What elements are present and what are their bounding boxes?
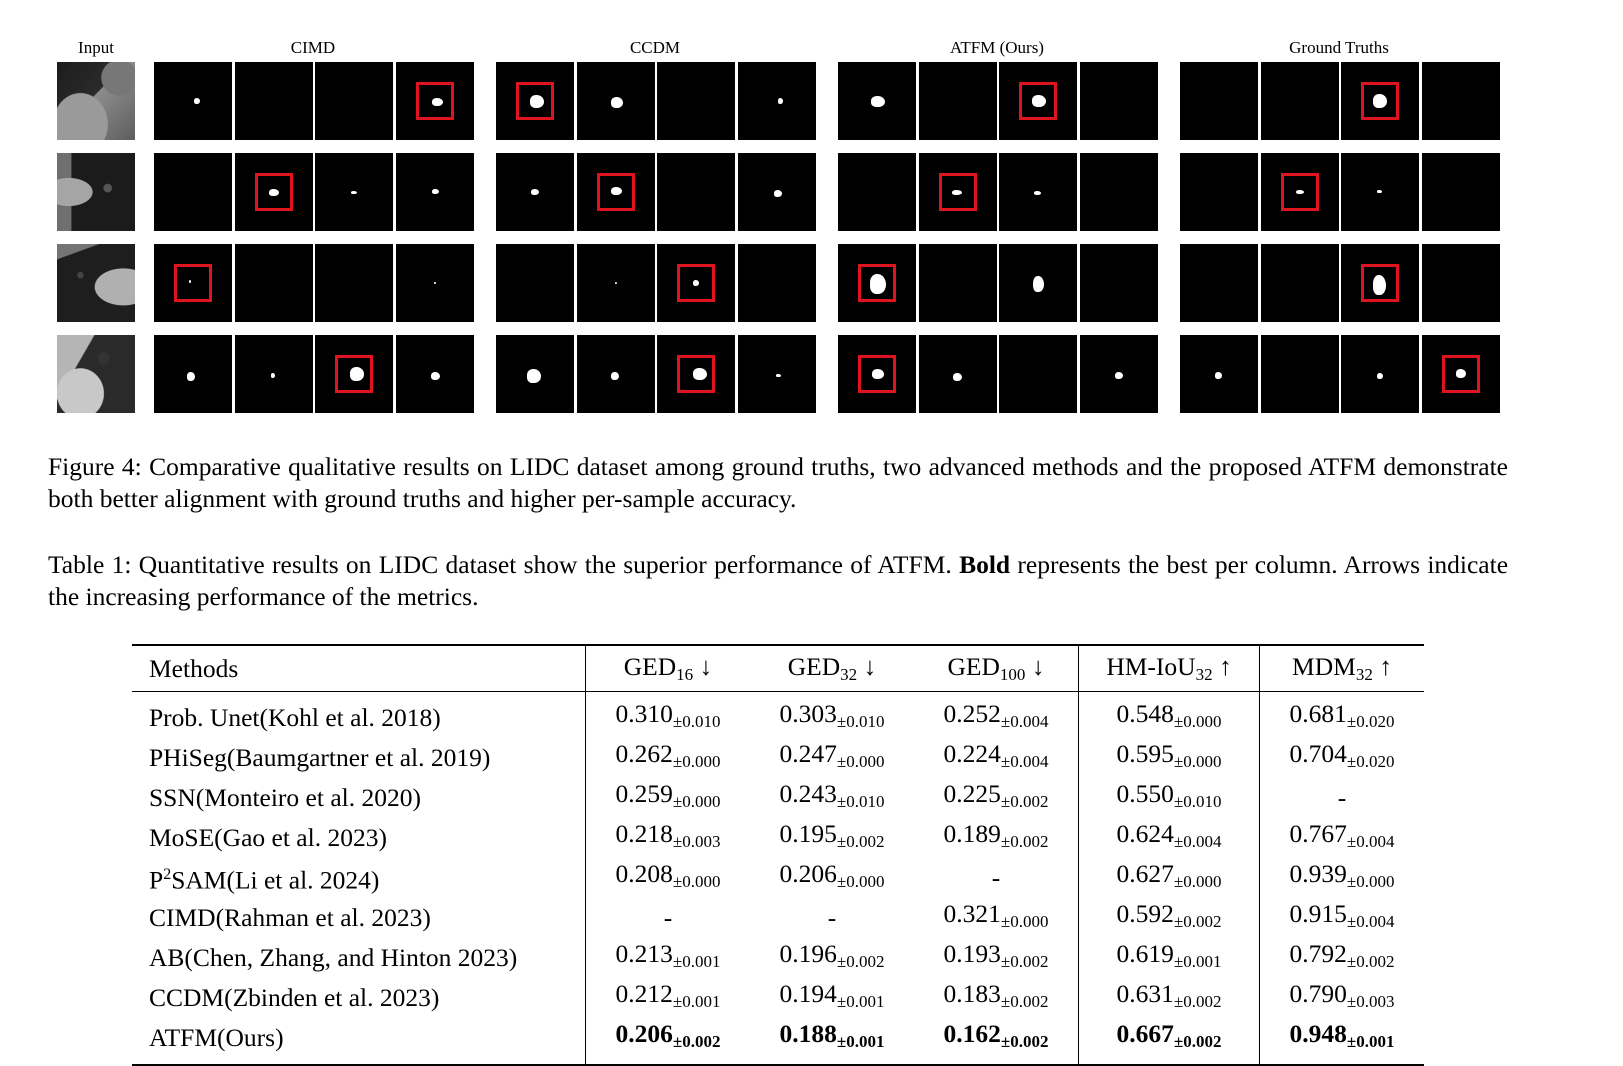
segmentation-mask bbox=[351, 191, 357, 194]
mask-tile bbox=[657, 244, 735, 322]
segmentation-mask bbox=[1034, 191, 1041, 195]
header-ccdm: CCDM bbox=[629, 38, 681, 57]
segmentation-mask bbox=[778, 98, 783, 104]
metric-cell: $0.767_{\pm 0.004}$ bbox=[1289, 819, 1395, 851]
input-ct-image bbox=[57, 244, 135, 322]
input-ct-image bbox=[57, 335, 135, 413]
table-caption-suffix: represents the best per column. Arrows indicate the increasing performance of the metrics. bbox=[48, 550, 1509, 611]
highlight-box bbox=[335, 355, 373, 393]
mask-tile bbox=[1180, 62, 1258, 140]
table-row bbox=[132, 938, 1424, 978]
metric-cell: $0.189_{\pm 0.002}$ bbox=[914, 818, 1079, 858]
metric-cell: $0.259_{\pm 0.000}$ bbox=[615, 779, 721, 811]
mask-tile bbox=[738, 244, 816, 322]
method-name: Prob. Unet(Kohl et al. 2018) bbox=[132, 692, 586, 739]
metric-cell: $0.681_{\pm 0.020}$ bbox=[1289, 699, 1395, 731]
metric-cell: $0.247_{\pm 0.000}$ bbox=[779, 739, 885, 771]
metric-cell: $0.550_{\pm 0.010}$ bbox=[1079, 778, 1260, 818]
header-input: Input bbox=[78, 38, 114, 57]
mask-tile bbox=[919, 153, 997, 231]
mask-tile bbox=[1080, 335, 1158, 413]
mask-tile bbox=[738, 62, 816, 140]
results-table bbox=[132, 644, 1424, 1066]
metric-cell: - bbox=[827, 903, 837, 932]
mask-tile bbox=[838, 153, 916, 231]
metric-cell: $0.243_{\pm 0.010}$ bbox=[779, 779, 885, 811]
mask-tile bbox=[1422, 62, 1500, 140]
mask-tile bbox=[1422, 335, 1500, 413]
input-ct-image bbox=[57, 62, 135, 140]
segmentation-mask bbox=[1115, 372, 1123, 379]
mask-tile bbox=[315, 244, 393, 322]
segmentation-mask bbox=[953, 373, 962, 381]
highlight-box bbox=[597, 173, 635, 211]
metric-cell: $0.321_{\pm 0.000}$ bbox=[914, 898, 1079, 938]
mask-tile bbox=[496, 153, 574, 231]
col-ged16: $GED_{16}$ ↓ bbox=[623, 652, 713, 684]
mask-tile bbox=[577, 153, 655, 231]
table-row bbox=[132, 818, 1424, 858]
metric-cell: $0.194_{\pm 0.001}$ bbox=[779, 979, 885, 1011]
segmentation-mask bbox=[774, 190, 782, 197]
metric-cell: $0.213_{\pm 0.001}$ bbox=[615, 939, 721, 971]
segmentation-mask bbox=[1033, 276, 1044, 292]
mask-tile bbox=[315, 62, 393, 140]
mask-tile bbox=[154, 335, 232, 413]
table-row bbox=[132, 1018, 1424, 1065]
mask-tile bbox=[657, 335, 735, 413]
mask-tile bbox=[496, 244, 574, 322]
segmentation-mask bbox=[1377, 373, 1383, 379]
qualitative-figure bbox=[0, 0, 1623, 440]
segmentation-mask bbox=[611, 372, 619, 380]
highlight-box bbox=[255, 173, 293, 211]
mask-tile bbox=[577, 335, 655, 413]
highlight-box bbox=[1361, 264, 1399, 302]
mask-tile bbox=[1180, 335, 1258, 413]
highlight-box bbox=[1442, 355, 1480, 393]
mask-tile bbox=[315, 335, 393, 413]
table-row bbox=[132, 778, 1424, 818]
mask-tile bbox=[496, 62, 574, 140]
method-name: CCDM(Zbinden et al. 2023) bbox=[132, 978, 586, 1018]
mask-tile bbox=[1261, 244, 1339, 322]
segmentation-mask bbox=[432, 189, 439, 194]
highlight-box bbox=[677, 355, 715, 393]
highlight-box bbox=[1361, 82, 1399, 120]
method-name: SSN(Monteiro et al. 2020) bbox=[132, 778, 586, 818]
mask-tile bbox=[577, 62, 655, 140]
segmentation-mask bbox=[187, 372, 195, 381]
mask-tile bbox=[396, 62, 474, 140]
mask-tile bbox=[1080, 62, 1158, 140]
table-row bbox=[132, 858, 1424, 898]
metric-cell: $0.619_{\pm 0.001}$ bbox=[1079, 938, 1260, 978]
segmentation-mask bbox=[1377, 190, 1382, 193]
metric-cell: $0.206_{\pm 0.000}$ bbox=[779, 859, 885, 891]
segmentation-mask bbox=[271, 373, 275, 378]
table-row bbox=[132, 898, 1424, 938]
col-methods: Methods bbox=[132, 645, 586, 692]
segmentation-mask bbox=[871, 96, 885, 107]
highlight-box bbox=[939, 173, 977, 211]
col-ged32: $GED_{32}$ ↓ bbox=[787, 652, 877, 684]
mask-tile bbox=[1341, 153, 1419, 231]
metric-cell: $0.915_{\pm 0.004}$ bbox=[1289, 899, 1395, 931]
metric-cell: $0.252_{\pm 0.004}$ bbox=[914, 692, 1079, 739]
mask-tile bbox=[838, 62, 916, 140]
table-row bbox=[132, 692, 1424, 739]
metric-cell: $0.212_{\pm 0.001}$ bbox=[615, 979, 721, 1011]
method-name: $P^2SAM(Li$ et al. 2024) bbox=[132, 858, 586, 898]
input-ct-image bbox=[57, 153, 135, 231]
mask-tile bbox=[999, 153, 1077, 231]
method-name: AB(Chen, Zhang, and Hinton 2023) bbox=[132, 938, 586, 978]
mask-tile bbox=[154, 244, 232, 322]
mask-tile bbox=[1080, 244, 1158, 322]
mask-tile bbox=[496, 335, 574, 413]
mask-tile bbox=[1261, 153, 1339, 231]
mask-tile bbox=[1341, 62, 1419, 140]
metric-cell: $0.592_{\pm 0.002}$ bbox=[1079, 898, 1260, 938]
metric-cell: $0.548_{\pm 0.000}$ bbox=[1079, 692, 1260, 739]
segmentation-mask bbox=[434, 282, 436, 284]
mask-tile bbox=[657, 153, 735, 231]
mask-tile bbox=[1341, 335, 1419, 413]
metric-cell: - bbox=[914, 858, 1079, 898]
metric-cell: $0.790_{\pm 0.003}$ bbox=[1289, 979, 1395, 1011]
highlight-box bbox=[174, 264, 212, 302]
table-caption bbox=[48, 549, 1508, 613]
col-hmiou32: HM-IoU$_{32}$ ↑ bbox=[1079, 645, 1260, 692]
mask-tile bbox=[235, 244, 313, 322]
mask-tile bbox=[838, 335, 916, 413]
method-name: CIMD(Rahman et al. 2023) bbox=[132, 898, 586, 938]
mask-tile bbox=[738, 153, 816, 231]
mask-tile bbox=[999, 244, 1077, 322]
mask-tile bbox=[1080, 153, 1158, 231]
segmentation-mask bbox=[527, 369, 541, 383]
mask-tile bbox=[1180, 244, 1258, 322]
table-row bbox=[132, 738, 1424, 778]
segmentation-mask bbox=[1215, 372, 1222, 379]
header-atfm: ATFM (Ours) bbox=[950, 38, 1044, 57]
highlight-box bbox=[858, 355, 896, 393]
mask-tile bbox=[1261, 62, 1339, 140]
figure-caption: Figure 4: Comparative qualitative results on LIDC dataset among ground truths, two advanced methods and the proposed ATFM demonstrate both better alignment with ground truths and higher per-sample accuracy. bbox=[48, 452, 1508, 513]
metric-cell: $0.262_{\pm 0.000}$ bbox=[615, 739, 721, 771]
metric-cell: $0.631_{\pm 0.002}$ bbox=[1079, 978, 1260, 1018]
metric-cell: $0.624_{\pm 0.004}$ bbox=[1079, 818, 1260, 858]
highlight-box bbox=[1019, 82, 1057, 120]
mask-tile bbox=[1180, 153, 1258, 231]
metric-cell: $0.627_{\pm 0.000}$ bbox=[1079, 858, 1260, 898]
highlight-box bbox=[416, 82, 454, 120]
metric-cell: - bbox=[1337, 783, 1347, 812]
mask-tile bbox=[919, 62, 997, 140]
highlight-box bbox=[677, 264, 715, 302]
segmentation-mask bbox=[611, 97, 623, 108]
table-body bbox=[132, 692, 1424, 1066]
metric-cell: $0.939_{\pm 0.000}$ bbox=[1289, 859, 1395, 891]
metric-cell: $0.218_{\pm 0.003}$ bbox=[615, 819, 721, 851]
mask-tile bbox=[154, 62, 232, 140]
mask-tile bbox=[396, 244, 474, 322]
mask-tile bbox=[396, 153, 474, 231]
table-row bbox=[132, 978, 1424, 1018]
mask-tile bbox=[396, 335, 474, 413]
mask-tile bbox=[838, 244, 916, 322]
method-name: MoSE(Gao et al. 2023) bbox=[132, 818, 586, 858]
metric-cell: $0.225_{\pm 0.002}$ bbox=[914, 778, 1079, 818]
metric-cell: $0.195_{\pm 0.002}$ bbox=[779, 819, 885, 851]
table-header-row bbox=[132, 645, 1424, 692]
mask-tile bbox=[1341, 244, 1419, 322]
metric-cell: $0.208_{\pm 0.000}$ bbox=[615, 859, 721, 891]
mask-tile bbox=[235, 153, 313, 231]
method-name: PHiSeg(Baumgartner et al. 2019) bbox=[132, 738, 586, 778]
segmentation-mask bbox=[615, 282, 617, 284]
metric-cell: $0.224_{\pm 0.004}$ bbox=[914, 738, 1079, 778]
metric-cell: - bbox=[663, 903, 673, 932]
metric-cell: $0.303_{\pm 0.010}$ bbox=[779, 699, 885, 731]
mask-tile bbox=[1261, 335, 1339, 413]
metric-cell: $0.183_{\pm 0.002}$ bbox=[914, 978, 1079, 1018]
table-caption-prefix: Table 1: Quantitative results on LIDC dataset show the superior performance of ATFM. bbox=[48, 550, 952, 579]
highlight-box bbox=[516, 82, 554, 120]
mask-tile bbox=[919, 244, 997, 322]
metric-cell: $0.948_{\pm 0.001}$ bbox=[1289, 1019, 1395, 1051]
metric-cell: $0.206_{\pm 0.002}$ bbox=[615, 1019, 721, 1051]
segmentation-mask bbox=[531, 189, 539, 195]
mask-tile bbox=[235, 62, 313, 140]
col-ged100: $GED_{100}$ ↓ bbox=[914, 645, 1079, 692]
metric-cell: $0.595_{\pm 0.000}$ bbox=[1079, 738, 1260, 778]
table-caption-bold: Bold bbox=[959, 550, 1011, 579]
mask-tile bbox=[999, 335, 1077, 413]
metric-cell: $0.196_{\pm 0.002}$ bbox=[779, 939, 885, 971]
mask-tile bbox=[315, 153, 393, 231]
metric-cell: $0.667_{\pm 0.002}$ bbox=[1079, 1018, 1260, 1065]
metric-cell: $0.792_{\pm 0.002}$ bbox=[1289, 939, 1395, 971]
metric-cell: $0.310_{\pm 0.010}$ bbox=[615, 699, 721, 731]
col-mdm32: $MDM_{32}$ ↑ bbox=[1292, 652, 1392, 684]
segmentation-mask bbox=[776, 374, 781, 377]
metric-cell: $0.188_{\pm 0.001}$ bbox=[779, 1019, 885, 1051]
highlight-box bbox=[1281, 173, 1319, 211]
segmentation-mask bbox=[431, 372, 440, 380]
mask-tile bbox=[919, 335, 997, 413]
mask-tile bbox=[657, 62, 735, 140]
mask-tile bbox=[999, 62, 1077, 140]
mask-tile bbox=[1422, 153, 1500, 231]
metric-cell: $0.193_{\pm 0.002}$ bbox=[914, 938, 1079, 978]
segmentation-mask bbox=[194, 98, 200, 104]
metric-cell: $0.704_{\pm 0.020}$ bbox=[1289, 739, 1395, 771]
metric-cell: $0.162_{\pm 0.002}$ bbox=[914, 1018, 1079, 1065]
header-ground-truths: Ground Truths bbox=[1289, 38, 1389, 57]
mask-tile bbox=[154, 153, 232, 231]
method-name: ATFM(Ours) bbox=[132, 1018, 586, 1065]
mask-tile bbox=[738, 335, 816, 413]
header-cimd: CIMD bbox=[290, 38, 336, 57]
mask-tile bbox=[235, 335, 313, 413]
highlight-box bbox=[858, 264, 896, 302]
mask-tile bbox=[577, 244, 655, 322]
mask-tile bbox=[1422, 244, 1500, 322]
